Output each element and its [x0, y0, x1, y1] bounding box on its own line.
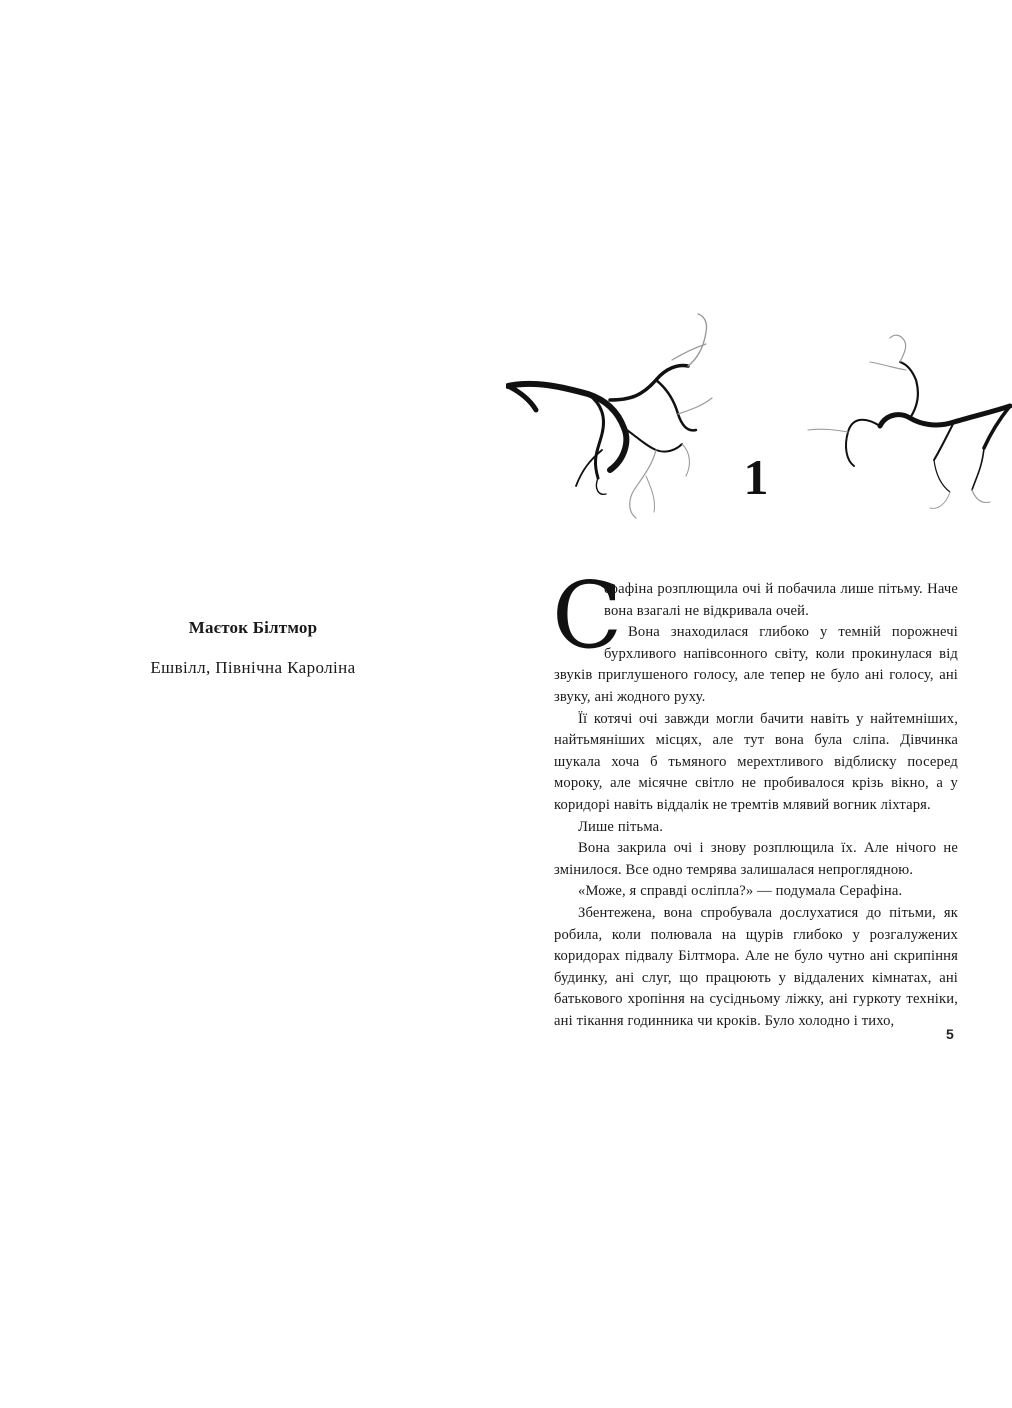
page-number: 5	[946, 1026, 954, 1042]
paragraph-5: Вона закрила очі і знову розплющила їх. Але нічого не змінилося. Все одно темрява залишалася непроглядною.	[554, 840, 958, 878]
paragraph-7: Збентежена, вона спробувала дослухатися до пітьми, як робила, коли полювала на щурів глибоко у розгалужених коридорах підвалу Білтмора. Але не було чутно ані скрипіння будинку, ані слуг, що працюють у віддалених кімнатах, ані батькового хропіння на сусідньому ліжку, ані гуркоту техніки, ані тікання годинника чи кроків. Було холодно і тихо,	[554, 904, 958, 1029]
paragraph-1-text: ерафіна розплющила очі й побачила лише пітьму. Наче вона взагалі не відкривала очей.	[604, 581, 958, 619]
chapter-number: 1	[743, 449, 769, 505]
location-title: Маєток Білтмор	[188, 618, 318, 637]
paragraph-3: Її котячі очі завжди могли бачити навіть у найтемніших, найтьмяніших місцях, але тут вона була сліпа. Дівчинка шукала хоча б тьмяного мерехтливого відблиску посеред мороку, але місячне світло не пробивалося крізь вікно, а у коридорі навіть віддалік не тремтів млявий вогник ліхтаря.	[554, 710, 958, 813]
paragraph-2: Вона знаходилася глибоко у темній порожнечі бурхливого напівсонного світу, коли прокинулася від звуків приглушеного голосу, але тепер не було ані голосу, ані звуку, ані жодного руху.	[554, 624, 958, 705]
drop-cap-letter: С	[552, 562, 623, 669]
paragraph-4: Лише пітьма.	[578, 818, 664, 835]
location-subtitle: Ешвілл, Північна Кароліна	[150, 658, 356, 677]
right-page	[506, 0, 1012, 1408]
chapter-text	[552, 562, 958, 1032]
paragraph-6: «Може, я справді осліпла?» — подумала Серафіна.	[578, 883, 903, 900]
